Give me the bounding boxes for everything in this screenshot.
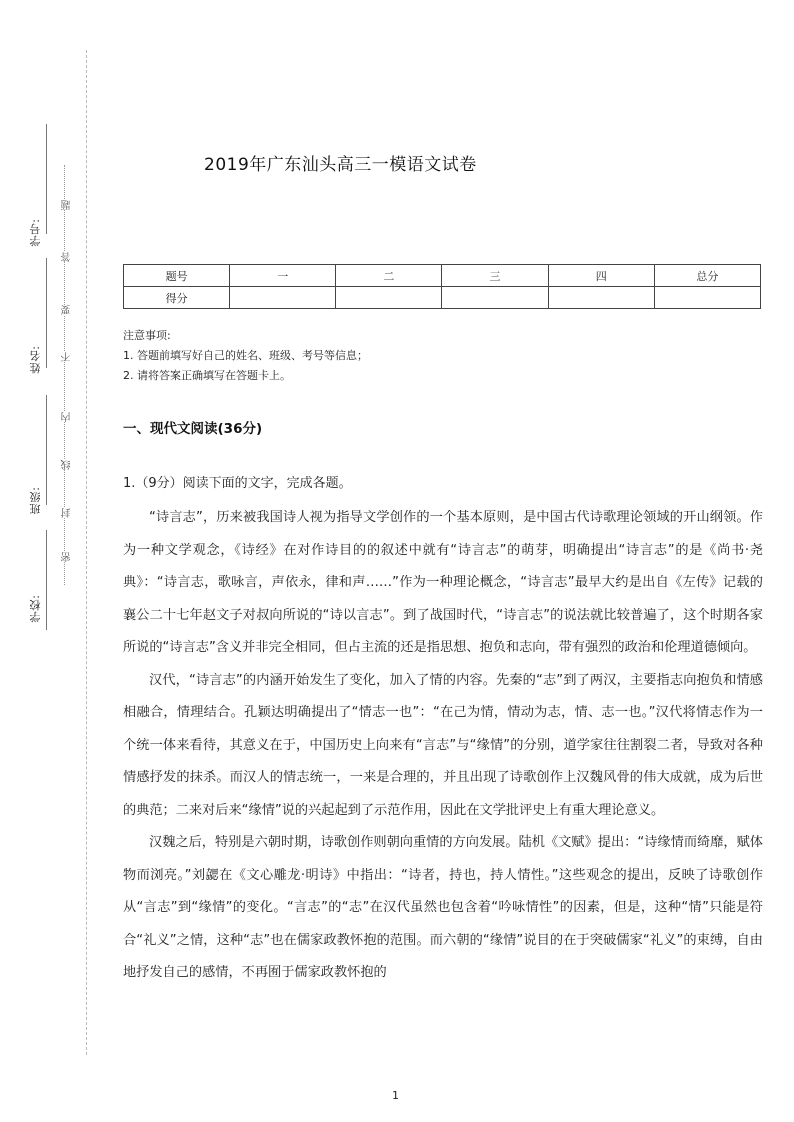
name-line [46,258,47,368]
score-table-header-cell: 总分 [654,265,760,287]
exam-title: 2019年广东汕头高三一模语文试卷 [204,155,477,175]
seal-char: 不 [62,352,73,362]
passage-paragraph: 汉代，“诗言志”的内涵开始发生了变化，加入了情的内容。先秦的“志”到了两汉，主要指志向抱负和情感相融合，情理结合。孔颖达明确提出了“情志一也”：“在己为情，情动为志，情、志一也。”汉代将情志作为一个统一体来看待，其意义在于，中国历史上向来有“言志”与“缘情”的分别，道学家往往割裂二者，导致对各种情感抒发的抹杀。而汉人的情志统一，一来是合理的，并且出现了诗歌创作上汉魏风骨的伟大成就，成为后世的典范；二来对后来“缘情”说的兴起起到了示范作用，因此在文学批评史上有重大理论意义。 [123,672,763,818]
score-table-header-cell: 题号 [124,265,230,287]
score-table-header-cell: 三 [442,265,548,287]
school-label: 学校: [29,594,42,623]
exam-notes [123,326,368,386]
passage-paragraph: “诗言志”，历来被我国诗人视为指导文学创作的一个基本原则，是中国古代诗歌理论领域的开山纲领。作为一种文学观念，《诗经》在对作诗目的的叙述中就有“诗言志”的萌芽，明确提出“诗言志”的是《尚书·尧典》：“诗言志，歌咏言，声依永，律和声……”作为一种理论概念，“诗言志”最早大约是出自《左传》记载的襄公二十七年赵文子对叔向所说的“诗以言志”。到了战国时代，“诗言志”的说法就比较普遍了，这个时期各家所说的“诗言志”含义并非完全相同，但占主流的还是指思想、抱负和志向，带有强烈的政治和伦理道德倾向。 [123,510,763,655]
seal-char: 要 [62,305,73,315]
score-cell [548,287,654,309]
score-row-label: 得分 [124,287,230,309]
score-cell [336,287,442,309]
seal-dotted-line [64,165,65,585]
notes-heading: 注意事项: [123,329,171,342]
score-table [123,264,761,309]
notes-item: 2. 请将答案正确填写在答题卡上。 [123,369,291,382]
class-label: 班级: [29,486,42,515]
seal-char: 内 [62,412,73,422]
student-id-line [46,124,47,234]
page-number: 1 [392,1089,399,1102]
seal-char: 线 [62,460,73,470]
school-line [46,530,47,630]
score-table-header-cell: 二 [336,265,442,287]
seal-char: 封 [62,508,73,518]
question-prompt: 1.（9分）阅读下面的文字，完成各题。 [123,476,352,491]
binding-fold-line [86,50,87,1055]
score-cell [654,287,760,309]
score-cell [442,287,548,309]
class-line [46,395,47,505]
notes-item: 1. 答题前填写好自己的姓名、班级、考号等信息； [123,349,368,362]
score-cell [230,287,336,309]
score-table-header-row [124,265,761,287]
section-heading: 一、现代文阅读(36分) [123,421,263,437]
name-label: 姓名: [29,345,42,374]
score-table-header-cell: 一 [230,265,336,287]
student-id-label: 学号: [29,218,42,247]
seal-char: 密 [62,552,73,562]
reading-passage [123,502,763,990]
passage-paragraph: 汉魏之后，特别是六朝时期，诗歌创作则朝向重情的方向发展。陆机《文赋》提出：“诗缘情而绮靡，赋体物而浏亮。”刘勰在《文心雕龙·明诗》中指出：“诗者，持也，持人情性。”这些观念的提出，反映了诗歌创作从“言志”到“缘情”的变化。“言志”的“志”在汉代虽然也包含着“吟咏情性”的因素，但是，这种“情”只能是符合“礼义”之情，这种“志”也在儒家政教怀抱的范围。而六朝的“缘情”说目的在于突破儒家“礼义”的束缚，自由地抒发自己的感情，不再囿于儒家政教怀抱的 [123,835,763,980]
score-table-score-row [124,287,761,309]
seal-char: 答 [62,252,73,262]
seal-char: 题 [62,200,73,210]
score-table-header-cell: 四 [548,265,654,287]
